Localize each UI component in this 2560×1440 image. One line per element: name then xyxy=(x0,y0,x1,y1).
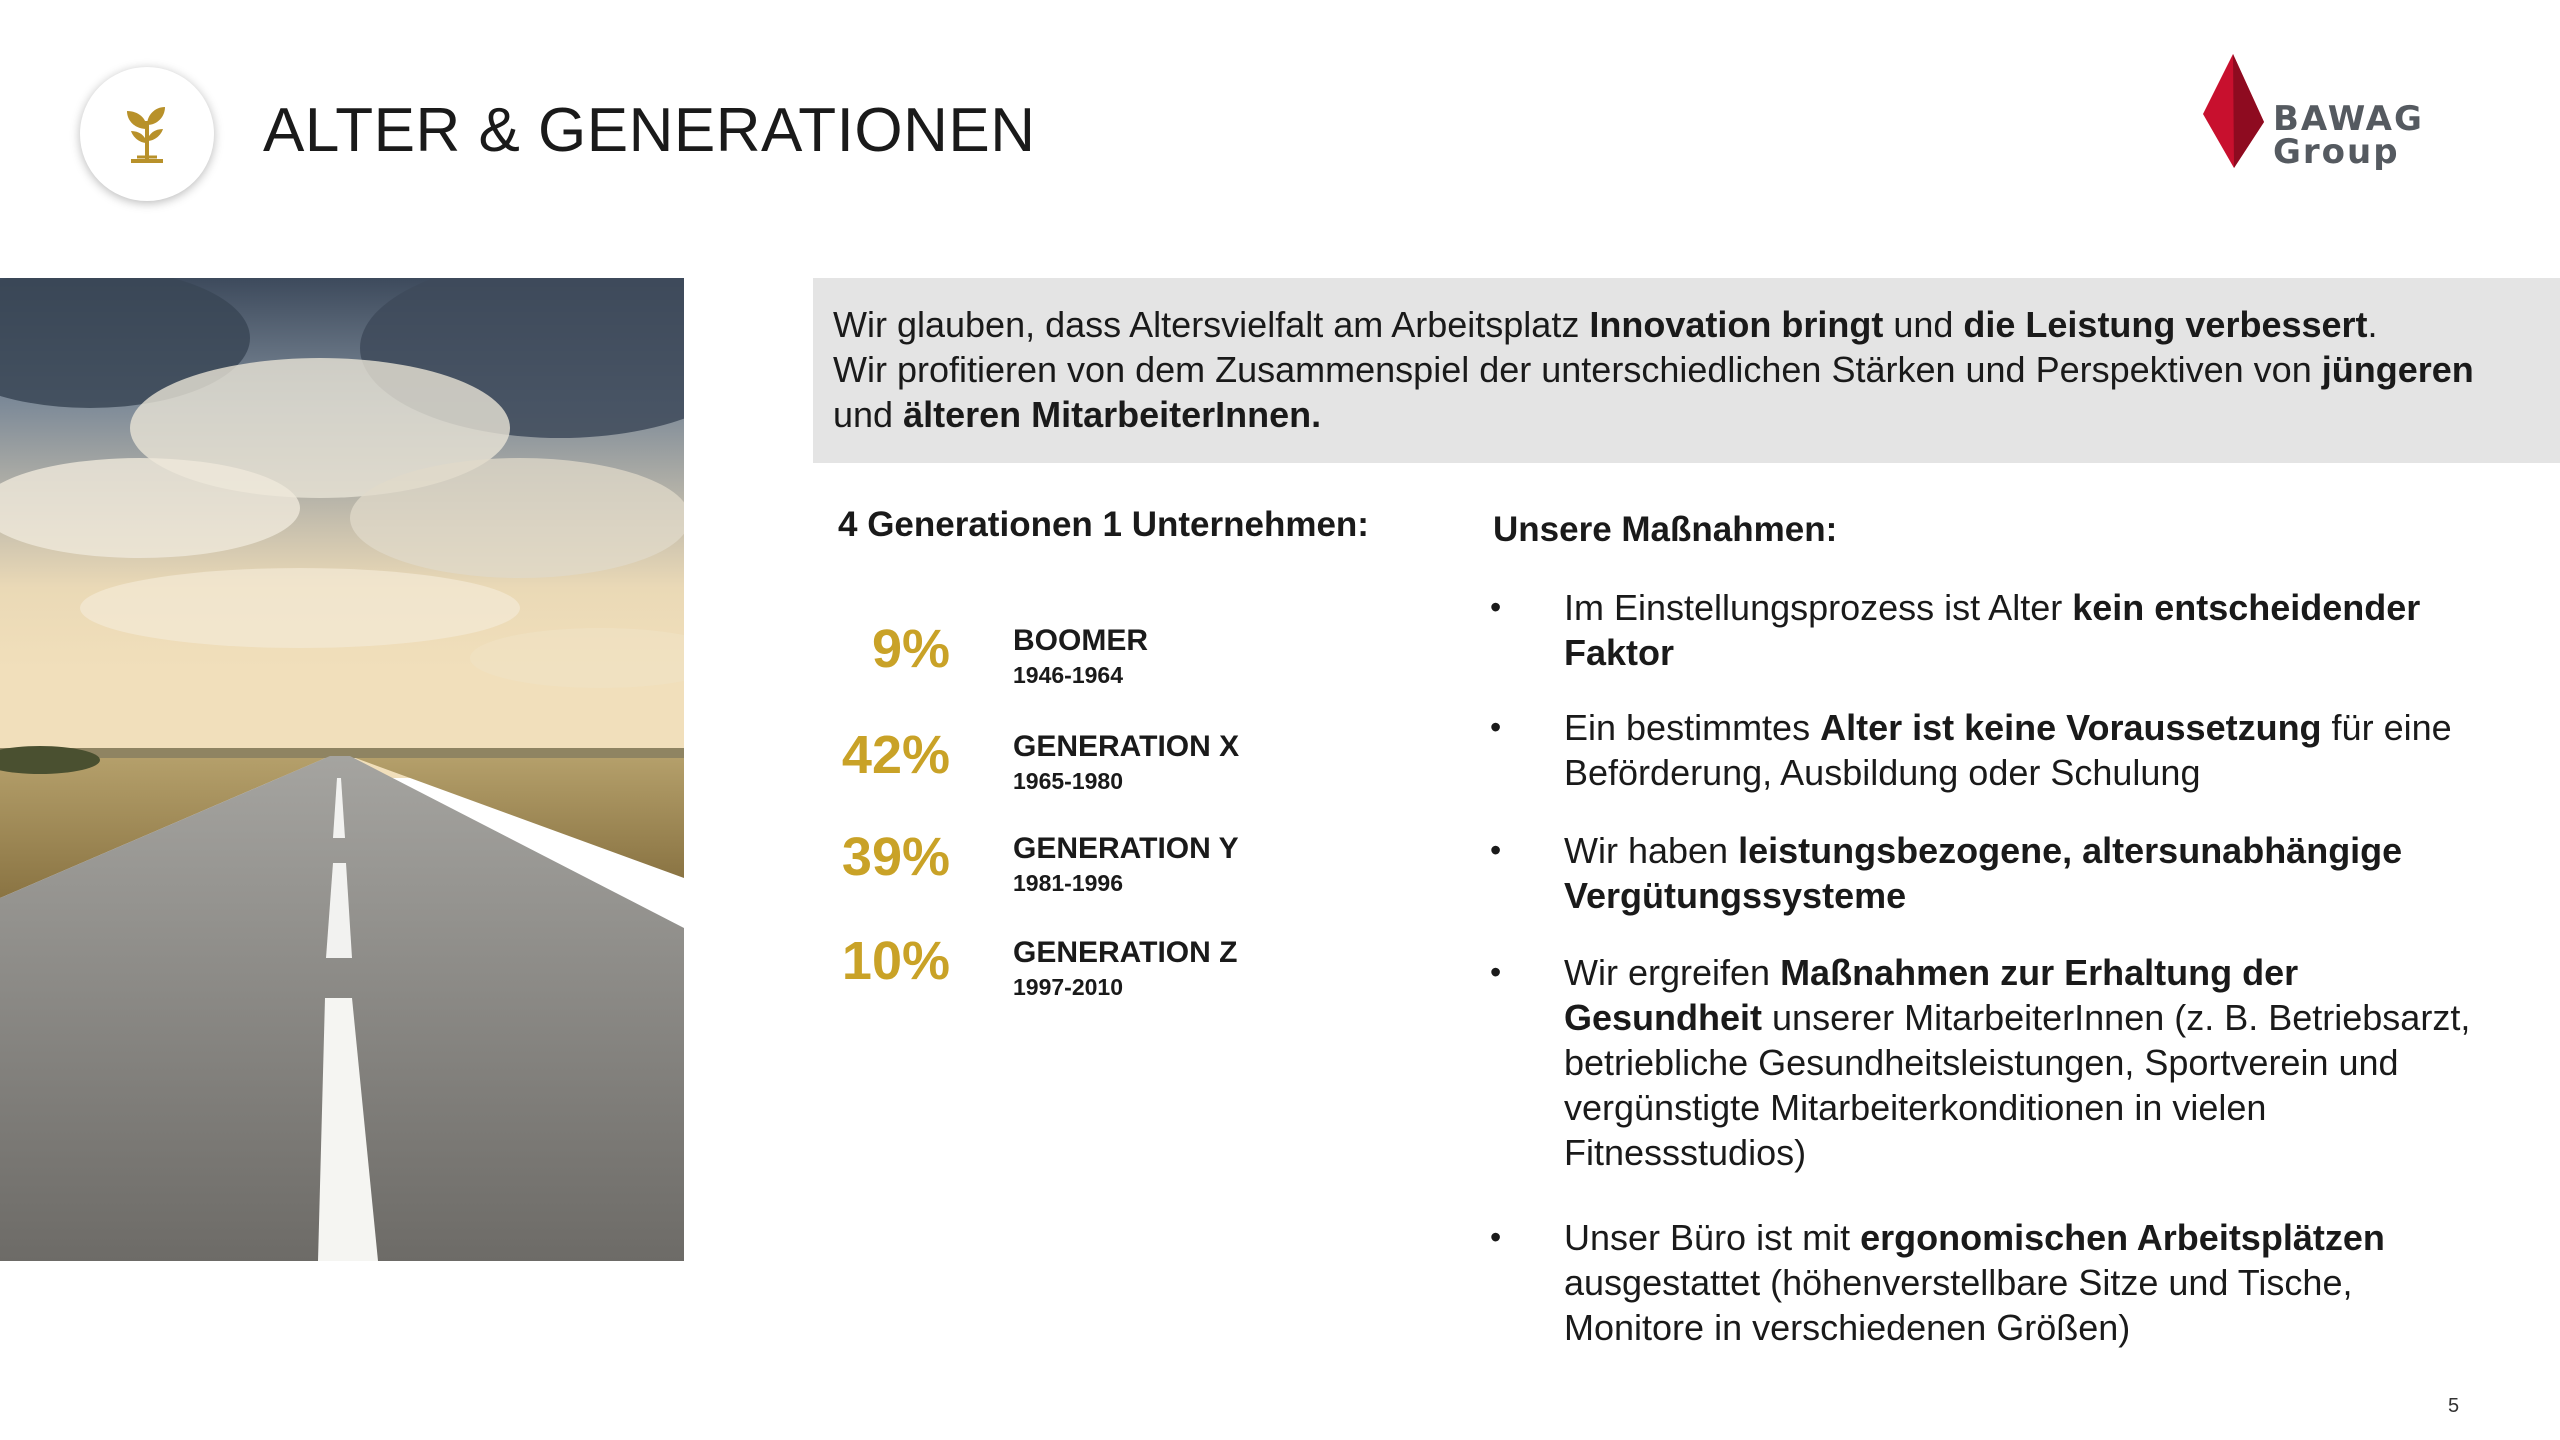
measure-normal: Wir haben xyxy=(1564,830,1739,871)
logo-line-2: Group xyxy=(2273,132,2400,172)
measure-bold: Maßnahmen zur Erhaltung der Gesundheit xyxy=(1564,952,2299,1038)
intro-highlight: älteren MitarbeiterInnen. xyxy=(903,394,1322,435)
logo-wordmark xyxy=(2273,99,2424,172)
measure-normal: unserer MitarbeiterInnen (z. B. Betriebsarzt, betriebliche Gesundheitsleistungen, Sportverein und vergünstigte Mitarbeiterkonditionen in vielen Fitnessstudios) xyxy=(1564,997,2471,1173)
measure-text xyxy=(1564,950,2530,1175)
generation-name: GENERATION X xyxy=(1013,730,1240,763)
page-number: 5 xyxy=(2448,1395,2460,1417)
measure-bold: leistungsbezogene, altersunabhängige Vergütungssysteme xyxy=(1564,830,2403,916)
generation-percentage: 39% xyxy=(841,827,950,887)
intro-highlight: die Leistung verbessert xyxy=(1963,304,2368,345)
intro-line-1 xyxy=(833,302,2540,347)
measure-normal: für eine Beförderung, Ausbildung oder Schulung xyxy=(1564,707,2452,793)
generation-name: GENERATION Y xyxy=(1013,832,1239,865)
generation-name: GENERATION Z xyxy=(1013,936,1238,969)
measures-heading: Unsere Maßnahmen: xyxy=(1493,510,1838,549)
measure-bold: Alter ist keine Voraussetzung xyxy=(1820,707,2322,748)
measure-normal: Wir ergreifen xyxy=(1564,952,1781,993)
measure-text xyxy=(1564,828,2530,918)
bullet: • xyxy=(1490,954,1502,990)
intro-text: und xyxy=(1883,304,1964,345)
generation-name: BOOMER xyxy=(1013,624,1148,657)
measure-item xyxy=(1490,950,2530,1175)
measure-normal: Im Einstellungsprozess ist Alter xyxy=(1564,587,2073,628)
generation-row xyxy=(830,619,1470,712)
bullet: • xyxy=(1490,709,1502,745)
measure-text xyxy=(1564,585,2530,675)
generation-years: 1981-1996 xyxy=(1013,870,1123,896)
generations-heading: 4 Generationen 1 Unternehmen: xyxy=(838,505,1369,544)
intro-highlight: jüngeren xyxy=(2321,349,2474,390)
measure-bold: kein entscheidender Faktor xyxy=(1564,587,2421,673)
intro-text: . xyxy=(2367,304,2378,345)
measure-text xyxy=(1564,1215,2530,1350)
generation-row xyxy=(830,827,1470,920)
measure-item xyxy=(1490,1215,2530,1350)
intro-text: Wir glauben, dass Altersvielfalt am Arbeitsplatz xyxy=(833,304,1590,345)
measure-normal: Unser Büro ist mit xyxy=(1564,1217,1861,1258)
measure-bold: ergonomischen Arbeitsplätzen xyxy=(1860,1217,2385,1258)
generation-percentage: 42% xyxy=(841,725,950,785)
measure-item xyxy=(1490,705,2530,795)
generation-years: 1965-1980 xyxy=(1013,768,1123,794)
measure-text xyxy=(1564,705,2530,795)
bullet: • xyxy=(1490,589,1502,625)
intro-highlight: Innovation bringt xyxy=(1589,304,1884,345)
bullet: • xyxy=(1490,1219,1502,1255)
intro-line-3 xyxy=(833,392,2540,437)
generation-row xyxy=(830,931,1470,1024)
measure-item xyxy=(1490,585,2530,675)
generation-years: 1946-1964 xyxy=(1013,662,1123,688)
page-title: ALTER & GENERATIONEN xyxy=(263,96,1036,165)
measure-normal: ausgestattet (höhenverstellbare Sitze und Tische, Monitore in verschiedenen Größen) xyxy=(1564,1262,2353,1348)
intro-text: Wir profitieren von dem Zusammenspiel der unterschiedlichen Stärken und Perspektiven von xyxy=(833,349,2322,390)
intro-box xyxy=(813,278,2560,463)
generation-years: 1997-2010 xyxy=(1013,974,1123,1000)
intro-text: und xyxy=(833,394,904,435)
road-photo xyxy=(0,278,684,1261)
generation-percentage: 9% xyxy=(871,619,950,679)
logo-line-1: BAWAG xyxy=(2273,99,2424,139)
measure-item xyxy=(1490,828,2530,918)
bullet: • xyxy=(1490,832,1502,868)
intro-line-2 xyxy=(833,347,2540,392)
generation-percentage: 10% xyxy=(841,931,950,991)
generation-row xyxy=(830,725,1470,818)
sprout-icon xyxy=(80,67,214,201)
measure-normal: Ein bestimmtes xyxy=(1564,707,1821,748)
